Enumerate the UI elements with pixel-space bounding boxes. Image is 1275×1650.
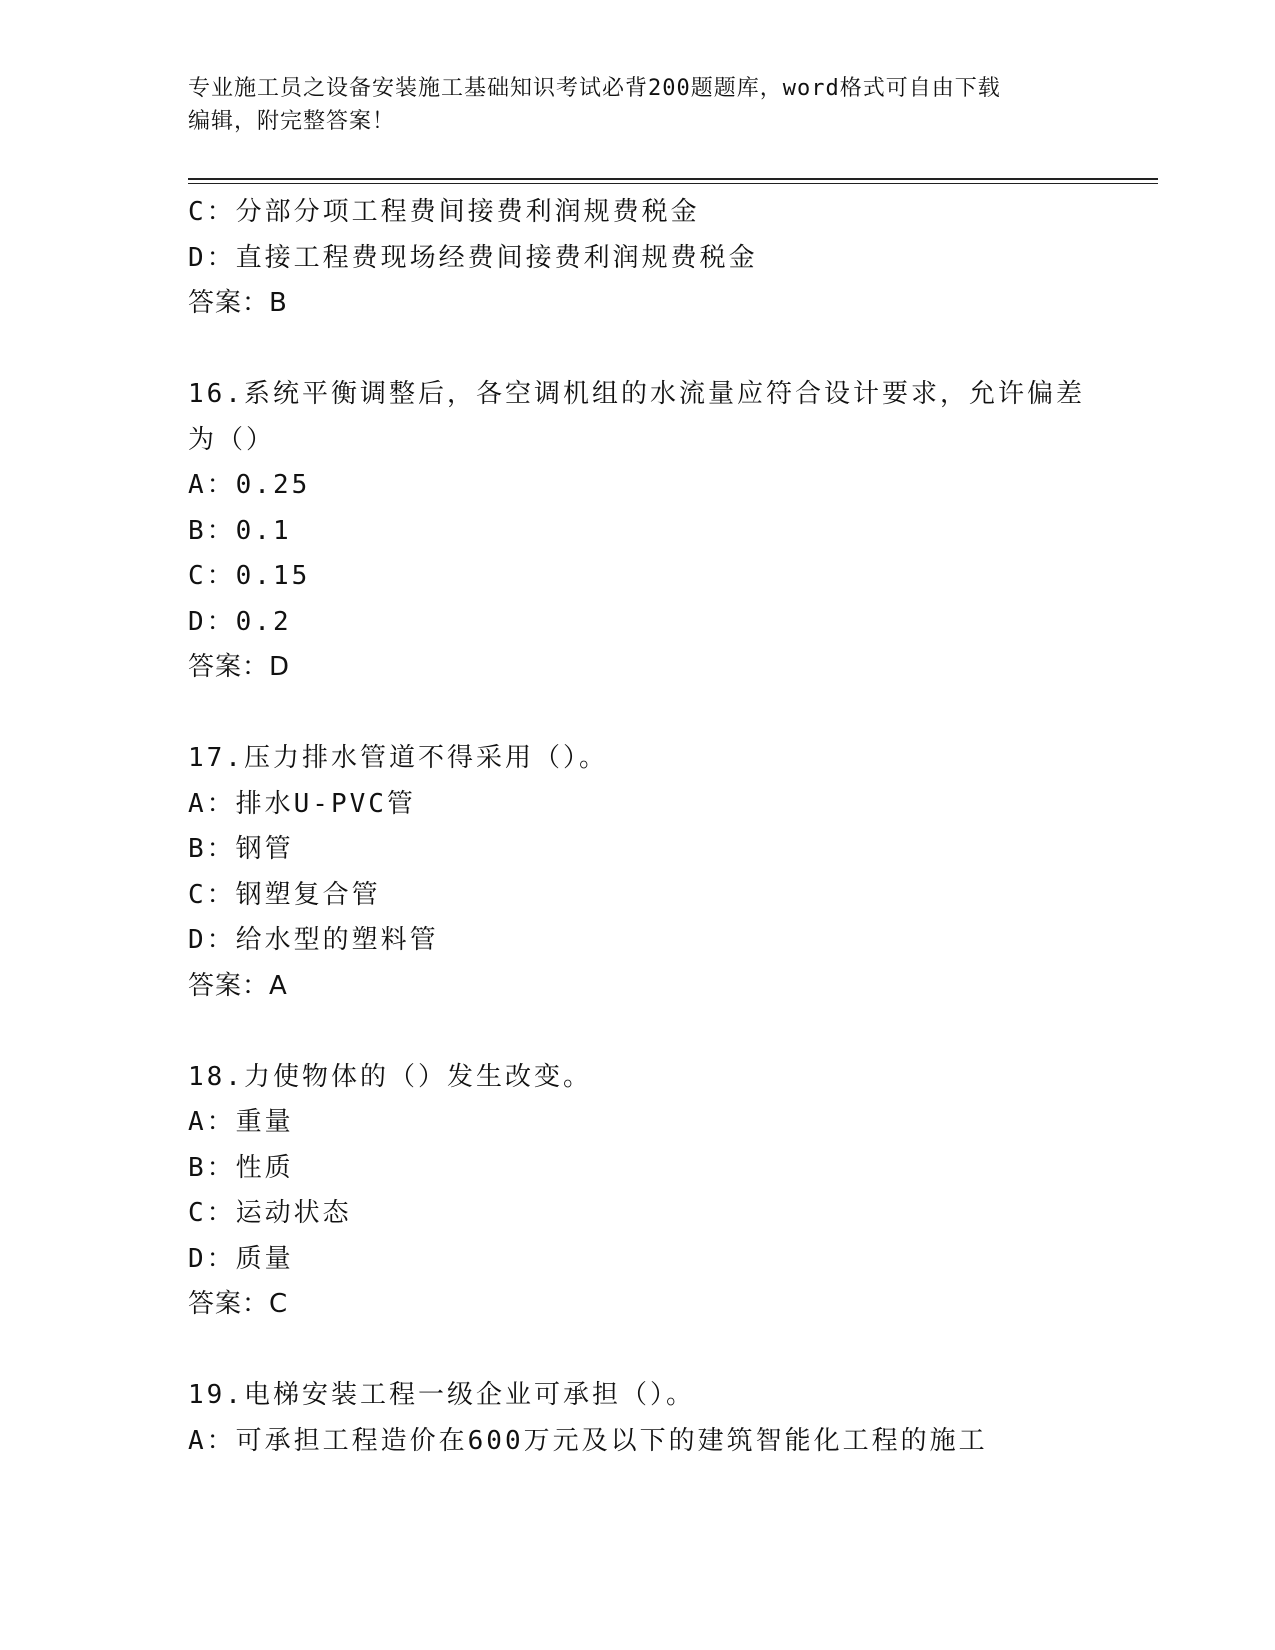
option-c: C：0.15 (188, 561, 311, 591)
answer-line: 答案：A (188, 970, 288, 1001)
option-b: B：钢管 (188, 834, 294, 864)
spacer (188, 1009, 1088, 1055)
question-text: 16.系统平衡调整后，各空调机组的水流量应符合设计要求，允许偏差 (188, 379, 1085, 409)
answer-line: 答案：D (188, 652, 291, 682)
question-block-17 (188, 736, 1088, 1009)
question-text: 18.力使物体的（）发生改变。 (188, 1061, 592, 1092)
answer-line: 答案：B (188, 288, 288, 318)
header-title-line2: 编辑，附完整答案！ (188, 109, 396, 134)
question-block-18 (188, 1055, 1088, 1328)
option-c: C：钢塑复合管 (188, 879, 381, 910)
header-title-line1: 专业施工员之设备安装施工基础知识考试必背200题题库，word格式可自由下载 (188, 76, 1001, 101)
option-a: A：重量 (188, 1107, 294, 1137)
option-d: D：给水型的塑料管 (188, 925, 439, 955)
option-b: B：0.1 (188, 515, 292, 546)
question-text: 19.电梯安装工程一级企业可承担（）。 (188, 1380, 695, 1410)
option-c: C：分部分项工程费间接费利润规费税金 (188, 197, 700, 227)
answer-line: 答案：C (188, 1289, 289, 1319)
question-list (188, 190, 1088, 1464)
header-divider-thick (188, 178, 1158, 180)
option-d: D：0.2 (188, 606, 292, 637)
option-a: A：排水U-PVC管 (188, 788, 416, 819)
option-d: D：直接工程费现场经费间接费利润规费税金 (188, 242, 758, 273)
question-text: 17.压力排水管道不得采用（）。 (188, 743, 608, 773)
option-b: B：性质 (188, 1152, 294, 1183)
header-divider-thin (188, 183, 1158, 184)
document-header (188, 72, 1088, 138)
option-a: A：可承担工程造价在600万元及以下的建筑智能化工程的施工 (188, 1425, 988, 1456)
question-block-15 (188, 190, 1088, 327)
option-d: D：质量 (188, 1243, 294, 1274)
spacer (188, 691, 1088, 737)
spacer (188, 327, 1088, 373)
question-block-16 (188, 372, 1088, 691)
option-c: C：运动状态 (188, 1198, 352, 1228)
spacer (188, 1328, 1088, 1374)
question-text-continued: 为（） (188, 424, 276, 455)
option-a: A：0.25 (188, 470, 311, 500)
question-block-19 (188, 1373, 1088, 1464)
